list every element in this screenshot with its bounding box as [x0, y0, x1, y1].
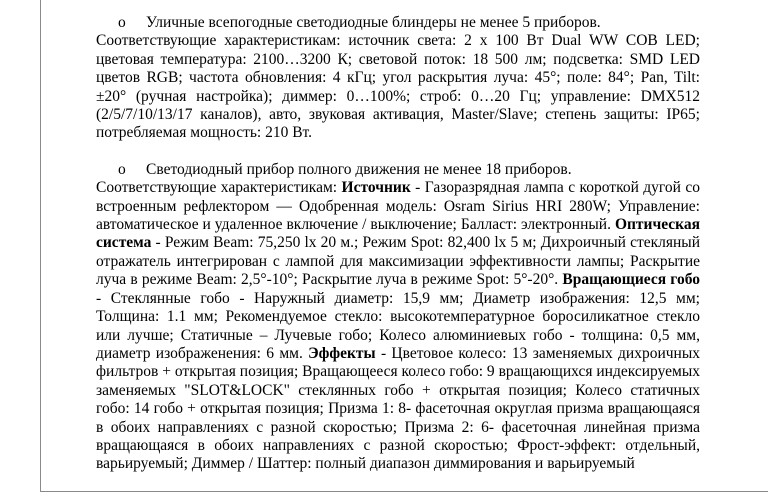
- text-segment: - Режим Beam: 75,250 lx 20 м.; Режим Spot: 82,400 lx 5 м; Дихроичный стекляный отражатель интегрирован с лампой для максимизации эффективности лампы; Раскрытие луча в режиме Beam: 2,5°-10°; Раскрытие луча в режиме Spot: 5°-20°.: [96, 234, 700, 289]
- document-body: [96, 14, 700, 474]
- bullet-marker: o: [118, 14, 126, 31]
- bold-heading-effects: Эффекты: [308, 344, 376, 362]
- paragraph-gap: [96, 143, 700, 161]
- bullet-text: Уличные всепогодные светодиодные блиндеры не менее 5 приборов.: [146, 14, 601, 31]
- bullet-item-moving-head: [96, 161, 700, 179]
- bold-heading-source: Источник: [341, 179, 411, 197]
- paragraph-blinders-specs: Соответствующие характеристикам: источник света: 2 x 100 Вт Dual WW COB LED; цветовая температура: 2100…3200 К; световой поток: 18 500 лм; подсветка: SMD LED цветов RGB; частота обновления: 4 кГц; угол раскрытия луча: 45°; поле: 84°; Pan, Tilt: ±20° (ручная настройка); диммер: 0…100%; строб: 0…20 Гц; управление: DMX512 (2/5/7/10/13/17 каналов), авто, звуковая активация, Master/Slave; степень защиты: IP65; потребляемая мощность: 210 Вт.: [96, 32, 700, 142]
- canvas-below-page: [0, 492, 768, 501]
- page-left-edge: [40, 0, 41, 492]
- text-segment: - Газоразрядная лампа с короткой дугой со встроенным рефлектором — Одобренная модель: Osram Sirius HRI 280W; Управление: автоматическое и удаленное включение / выключение; Балласт: электронный.: [96, 179, 700, 234]
- text-segment: - Стеклянные гобо - Наружный диаметр: 15,9 мм; Диаметр изображения: 12,5 мм; Толщина: 1.1 мм; Рекомендуемое стекло: высокотемпературное боросиликатное стекло или лучше; Статичные – Лучевые гобо; Колесо алюминиевых гобо - толщина: 0,5 мм, диаметр изображенения: 6 мм.: [96, 289, 700, 362]
- text-segment: - Цветовое колесо: 13 заменяемых дихроичных фильтров + открытая позиция; Вращающееся колесо гобо: 9 вращающихся индексируемых заменяемых "SLOT&LOCK" стеклянных гобо + открытая позиция; Колесо статичных гобо: 14 гобо + открытая позиция; Призма 1: 8- фасеточная округлая призма вращающаяся в обоих направлениях с разной скоростью; Призма 2: 6- фасеточная линейная призма вращающаяся в обоих направлениях с разной скоростью; Фрост-эффект: отдельный, варьируемый; Диммер / Шаттер: полный диапазон диммирования и варьируемый: [96, 344, 700, 473]
- bullet-item-blinders: [96, 14, 700, 32]
- bold-heading-rotating-gobo: Вращающиеся гобо: [562, 271, 700, 289]
- text-segment: Соответствующие характеристикам:: [96, 179, 342, 197]
- bold-heading-optics: Оптическая система: [96, 216, 700, 252]
- paragraph-moving-head-specs: [96, 179, 700, 474]
- bullet-text: Светодиодный прибор полного движения не менее 18 приборов.: [146, 160, 572, 178]
- bullet-marker: o: [118, 160, 126, 178]
